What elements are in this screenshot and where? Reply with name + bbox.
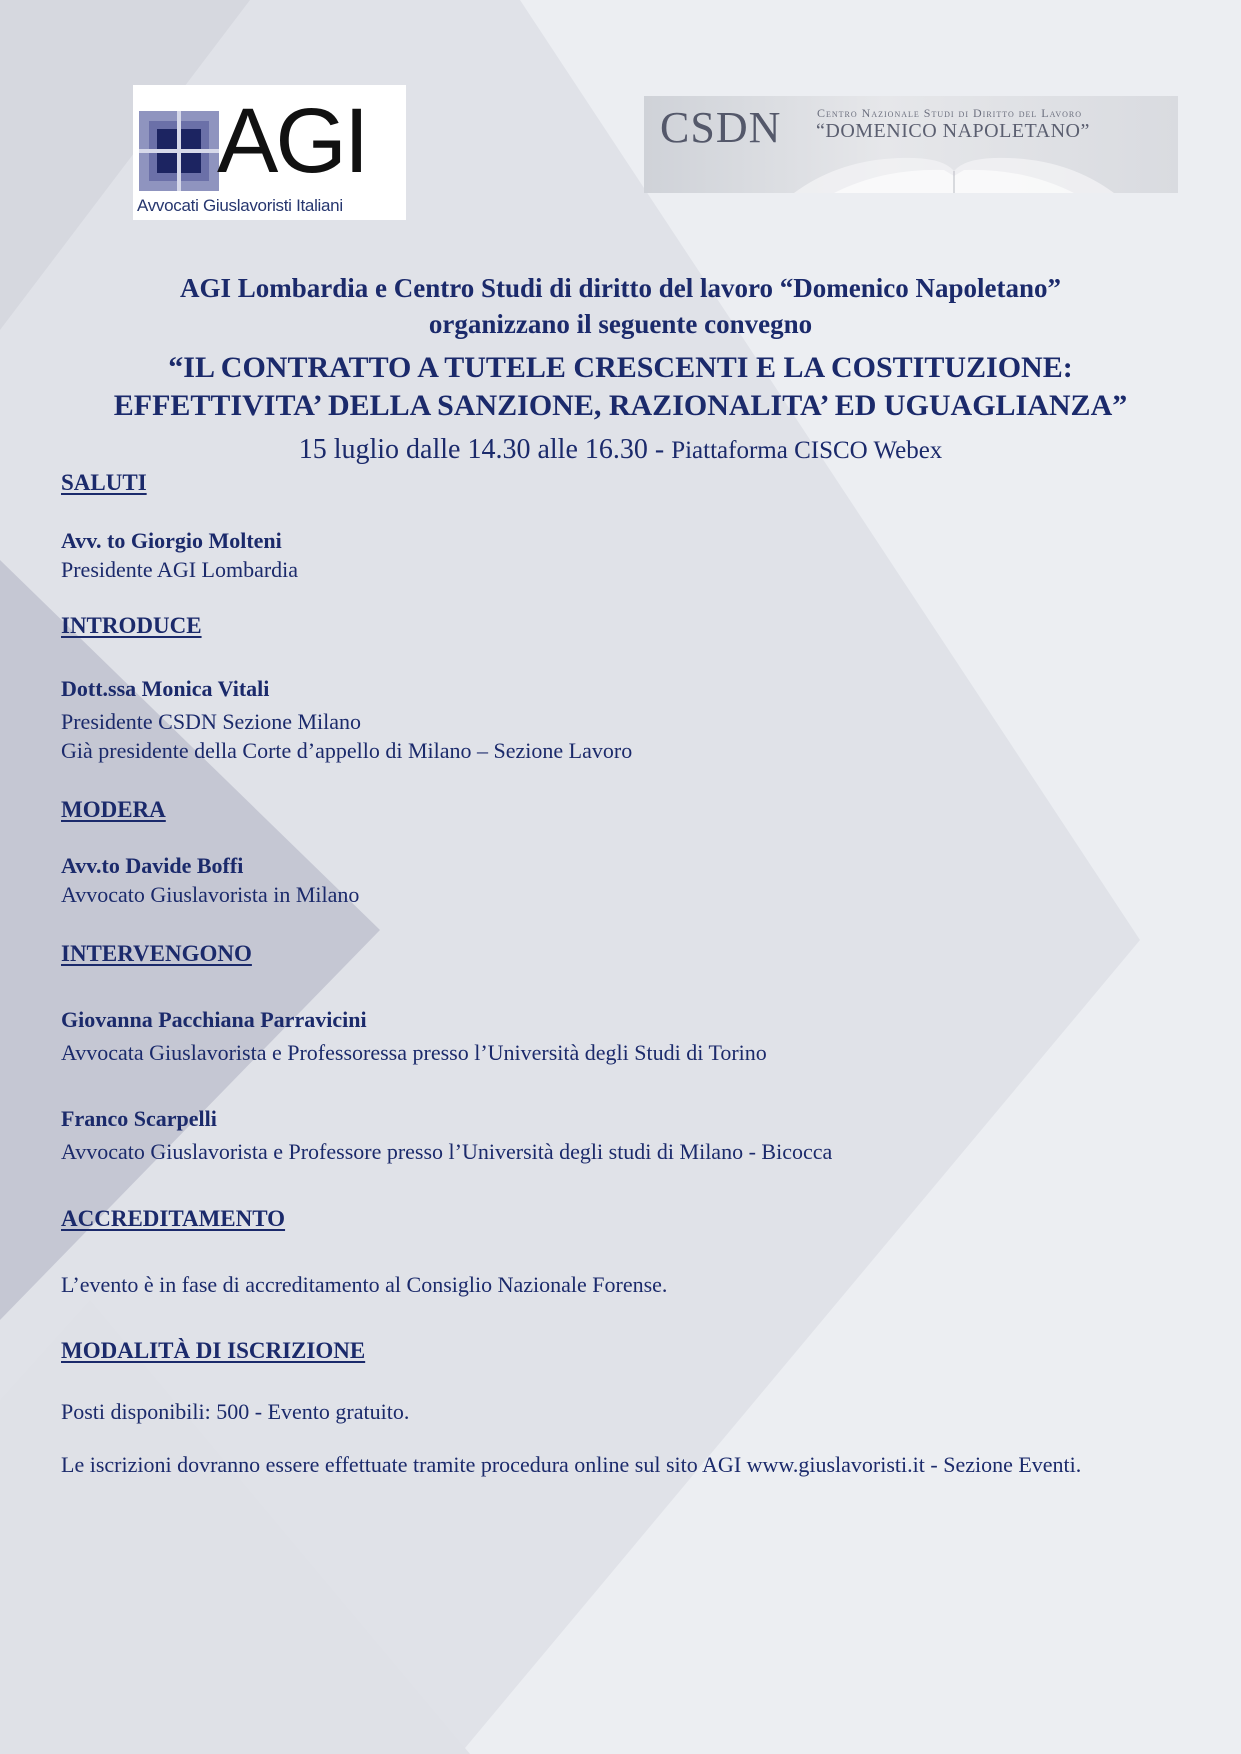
accreditamento-text: L’evento è in fase di accreditamento al Consiglio Nazionale Forense. <box>61 1272 668 1297</box>
csdn-logo-line2: “DOMENICO NAPOLETANO” <box>816 120 1090 142</box>
introduce-speaker-role1: Presidente CSDN Sezione Milano <box>61 709 362 734</box>
speaker-name: Giovanna Pacchiana Parravicini <box>61 1007 367 1032</box>
saluti-speaker-name: Avv. to Giorgio Molteni <box>61 528 282 553</box>
modera-speaker-name: Avv.to Davide Boffi <box>61 853 244 878</box>
event-title-line2: EFFETTIVITA’ DELLA SANZIONE, RAZIONALITA’ ED UGUAGLIANZA” <box>113 389 1128 422</box>
csdn-logo <box>644 96 1178 193</box>
section-heading-accreditamento: ACCREDITAMENTO <box>61 1206 286 1231</box>
agi-logo-text: AGI <box>217 90 367 192</box>
section-heading-iscrizione: MODALITÀ DI ISCRIZIONE <box>61 1338 366 1363</box>
agi-squares-icon <box>139 111 219 191</box>
agi-logo <box>133 85 406 220</box>
speaker-name: Franco Scarpelli <box>61 1106 217 1131</box>
organizers-line1: AGI Lombardia e Centro Studi di diritto del lavoro “Domenico Napoletano” <box>179 273 1062 303</box>
speaker-role: Avvocata Giuslavorista e Professoressa presso l’Università degli Studi di Torino <box>61 1040 767 1065</box>
organizers-block <box>0 270 1241 342</box>
csdn-logo-line1: Centro Nazionale Studi di Diritto del Lavoro <box>817 106 1083 120</box>
event-title <box>0 349 1241 425</box>
section-heading-saluti: SALUTI <box>61 470 147 495</box>
event-date-line <box>0 432 1241 469</box>
section-heading-modera: MODERA <box>61 797 166 822</box>
introduce-speaker-name: Dott.ssa Monica Vitali <box>61 676 270 701</box>
saluti-speaker-role: Presidente AGI Lombardia <box>61 557 299 582</box>
introduce-speaker-role2: Già presidente della Corte d’appello di Milano – Sezione Lavoro <box>61 738 633 763</box>
event-title-line1: “IL CONTRATTO A TUTELE CRESCENTI E LA COSTITUZIONE: <box>168 351 1073 384</box>
modera-speaker-role: Avvocato Giuslavorista in Milano <box>61 882 360 907</box>
speaker-role: Avvocato Giuslavorista e Professore presso l’Università degli studi di Milano - Bicocca <box>61 1139 833 1164</box>
event-platform: Piattaforma CISCO Webex <box>671 437 943 464</box>
event-date-time: 15 luglio dalle 14.30 alle 16.30 - <box>298 434 665 465</box>
organizers-line2: organizzano il seguente convegno <box>428 309 813 339</box>
agi-logo-subtitle: Avvocati Giuslavoristi Italiani <box>137 196 343 215</box>
section-heading-introduce: INTRODUCE <box>61 613 202 638</box>
section-heading-intervengono: INTERVENGONO <box>61 941 252 966</box>
csdn-logo-text: CSDN <box>660 103 782 152</box>
iscrizione-instructions: Le iscrizioni dovranno essere effettuate tramite procedura online sul sito AGI www.giuslavoristi.it - Sezione Eventi. <box>61 1452 1082 1477</box>
iscrizione-seats: Posti disponibili: 500 - Evento gratuito. <box>61 1399 410 1424</box>
